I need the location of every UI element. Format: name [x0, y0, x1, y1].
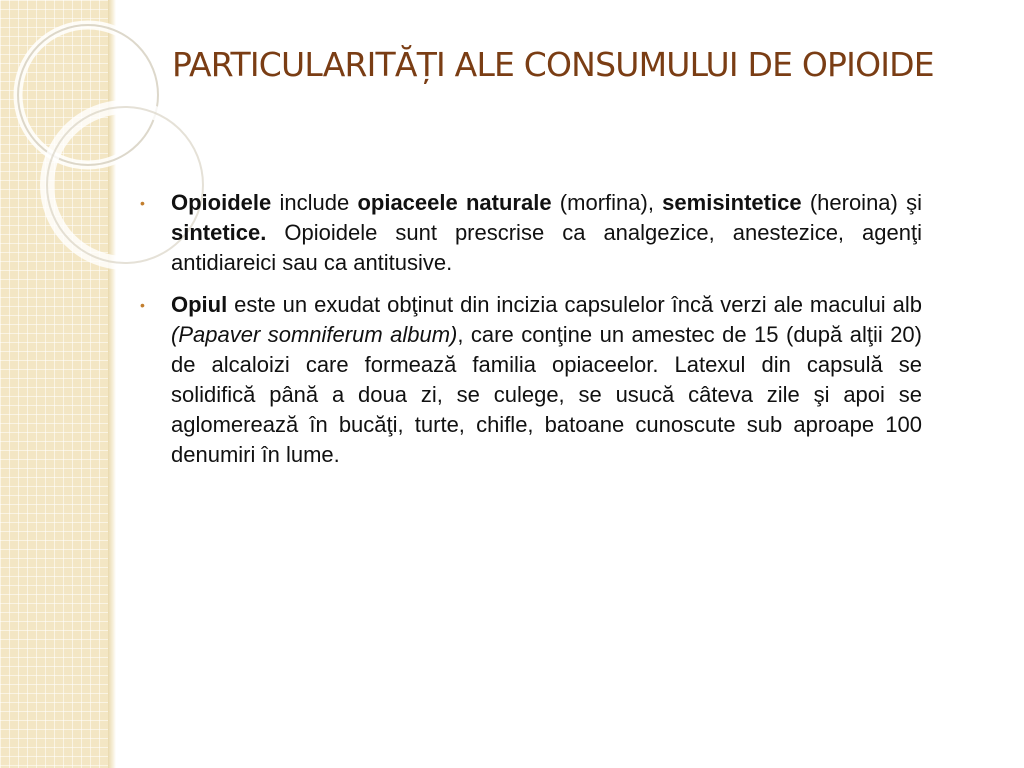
text-segment: Opioidele sunt prescrise ca analgezice, anestezice, agenţi antidiareici sau ca antitusive. — [171, 220, 922, 275]
term-opiul: Opiul — [171, 292, 228, 317]
bullet-item-opioidele — [140, 188, 922, 278]
term-sintetice: sintetice. — [171, 220, 267, 245]
bullet-item-opiul — [140, 290, 922, 470]
term-opioidele: Opioidele — [171, 190, 272, 215]
term-opiaceele-naturale: opiaceele naturale — [357, 190, 552, 215]
term-semisintetice: semisintetice — [662, 190, 802, 215]
text-segment: (morfina), — [551, 190, 663, 215]
text-segment: , care conţine un amestec de 15 (după alţii 20) de alcaloizi care formează familia opiaceelor. Latexul din capsulă se solidifică până a doua zi, se culege, se usucă câteva zile şi apoi se aglomerează în bucăţi, turte, chifle, batoane cunoscute sub aproape 100 denumiri în lume. — [171, 322, 922, 467]
bullet-list — [140, 188, 922, 482]
bullet-icon: • — [140, 297, 145, 313]
text-segment: (heroina) şi — [801, 190, 922, 215]
slide-title: PARTICULARITĂȚI ALE CONSUMULUI DE OPIOIDE — [172, 45, 934, 84]
text-segment: include — [271, 190, 358, 215]
latin-name: (Papaver somniferum album) — [171, 322, 458, 347]
bullet-icon: • — [140, 195, 145, 211]
text-segment: este un exudat obţinut din incizia capsulelor încă verzi ale macului alb — [227, 292, 922, 317]
